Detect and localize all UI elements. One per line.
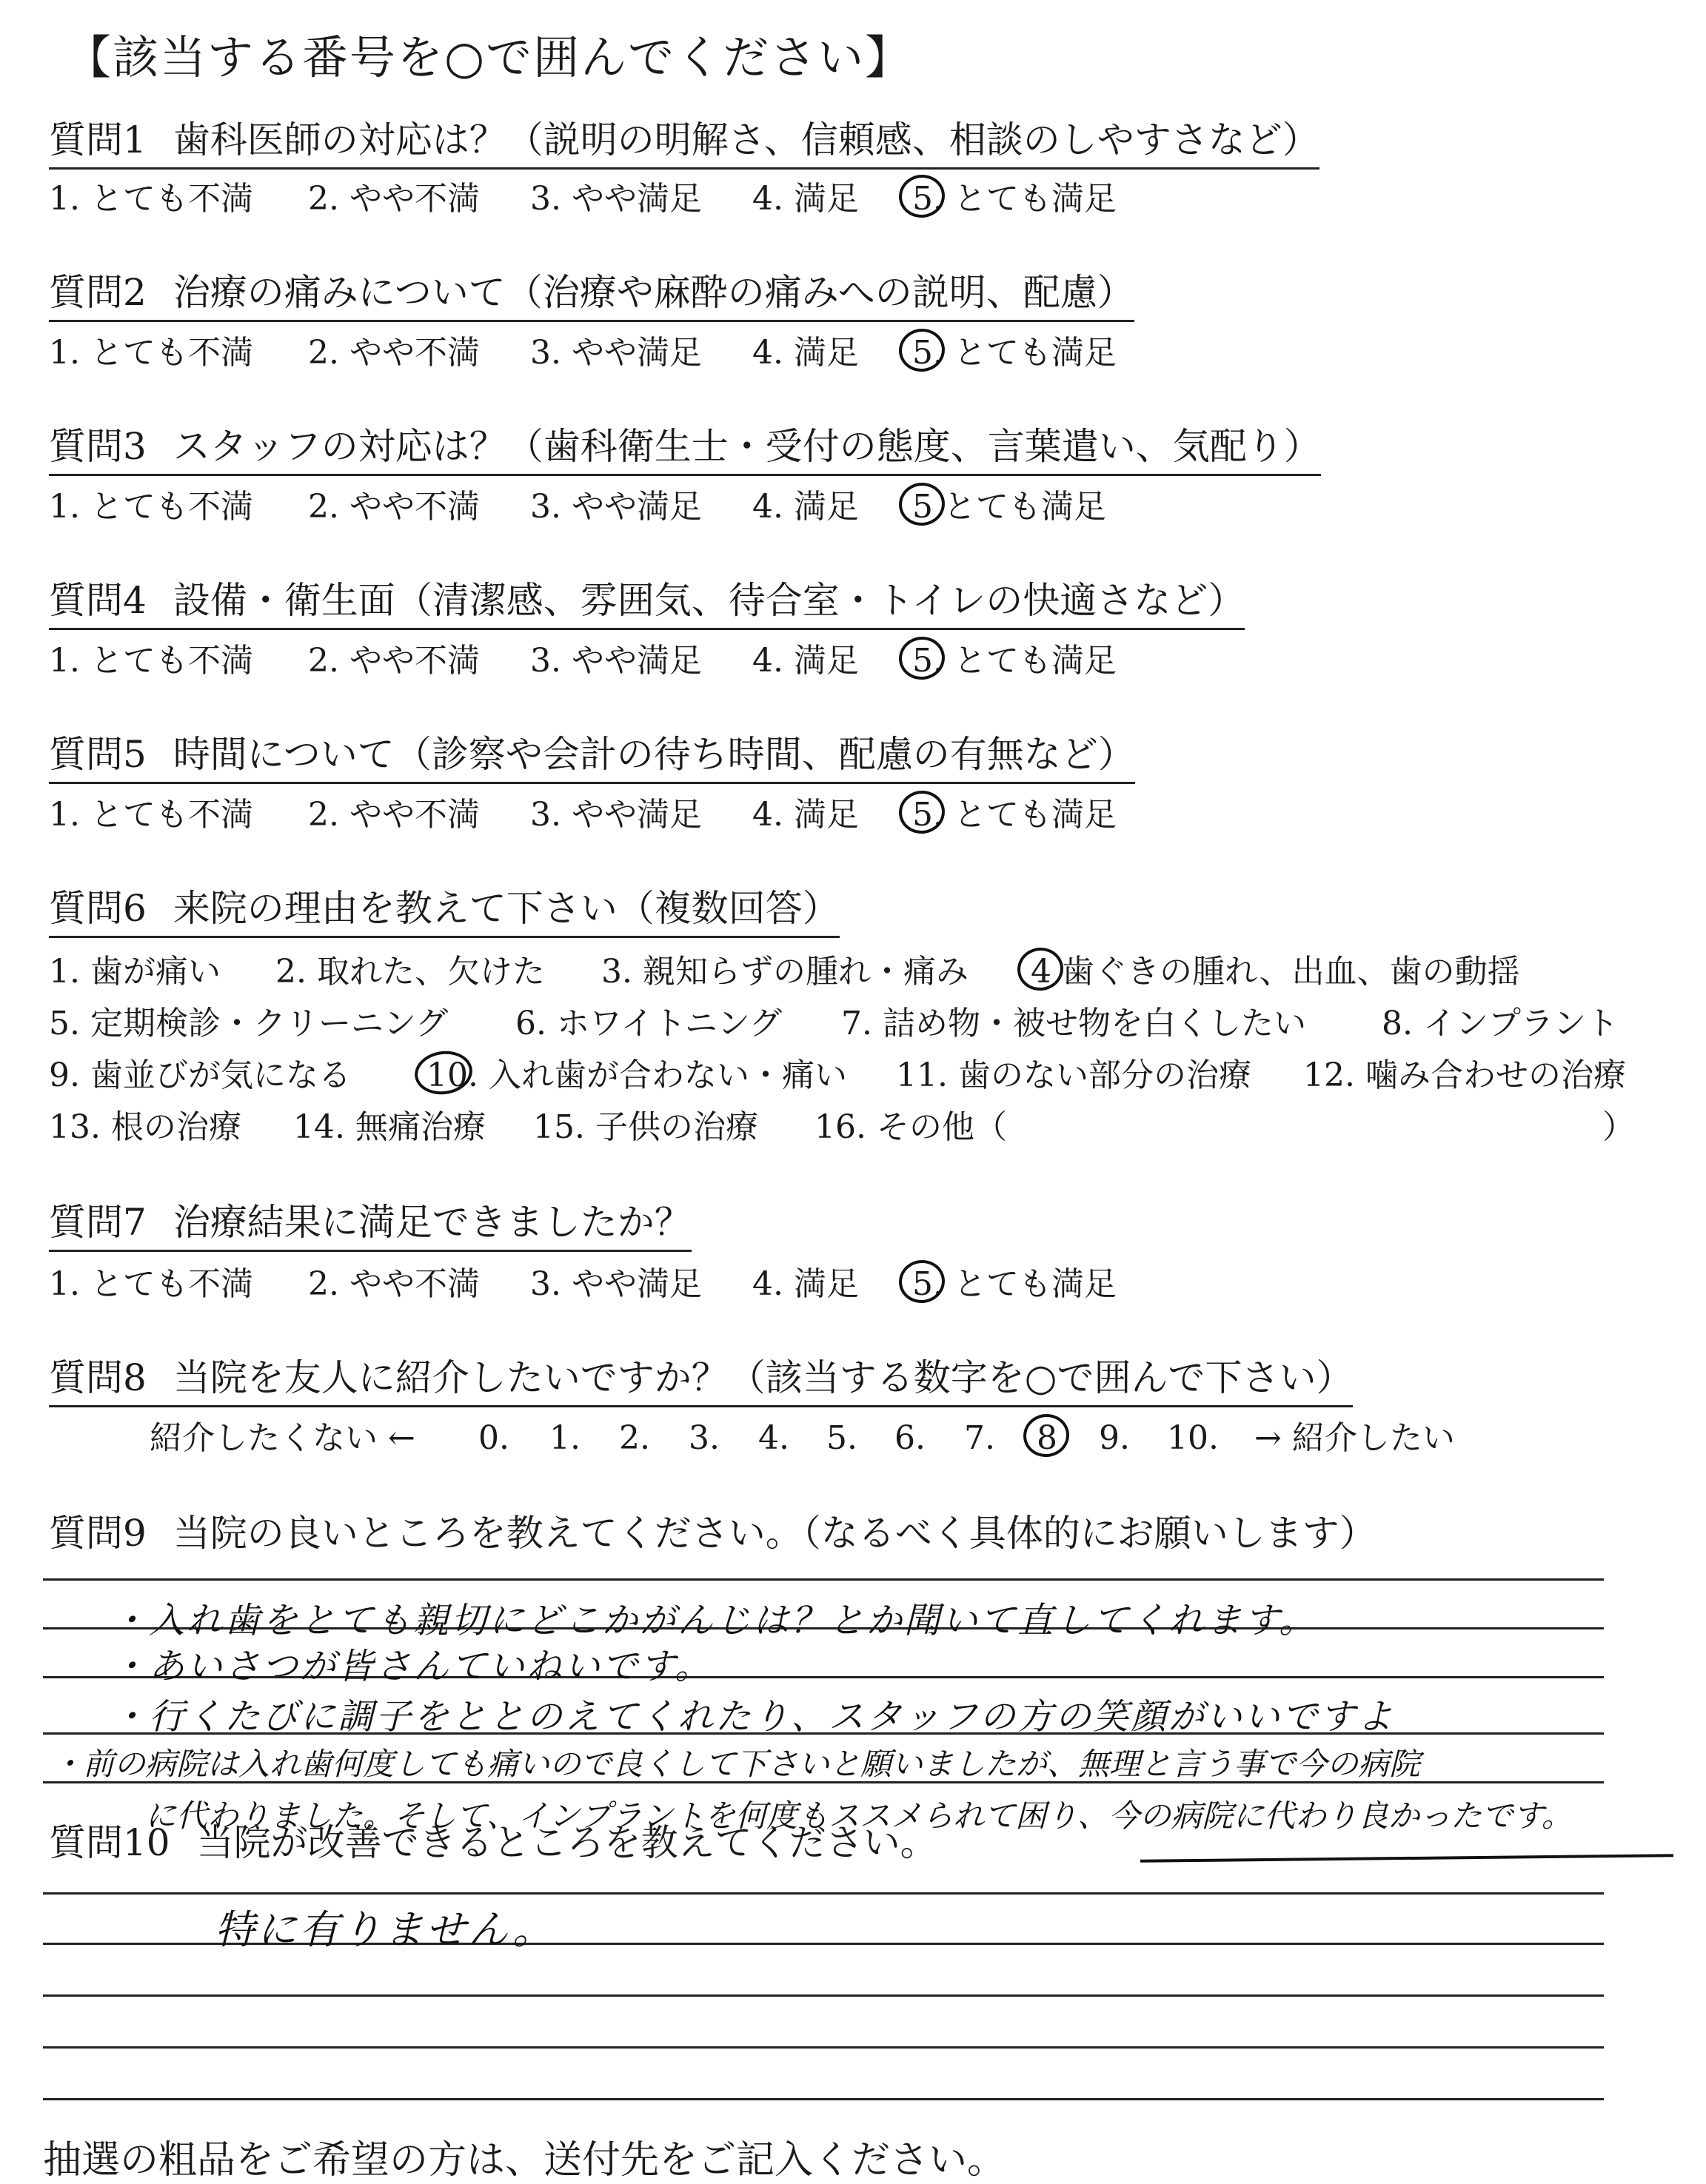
- q5-option-5-label: とても満足: [953, 796, 1117, 834]
- answer-line: [43, 2046, 1604, 2049]
- q4-selected-circle: 5.: [912, 640, 943, 683]
- q8-score-9[interactable]: 9.: [1099, 1419, 1130, 1457]
- q2-option-1[interactable]: 1. とても不満: [49, 334, 253, 372]
- q8-left-label: 紹介したくない ←: [150, 1419, 415, 1457]
- q7-option-1[interactable]: 1. とても不満: [49, 1265, 253, 1303]
- q6-option-8[interactable]: 8. インプラント: [1382, 1005, 1619, 1042]
- q1-option-5-label: とても満足: [953, 180, 1117, 218]
- question-4-title: [49, 577, 1245, 630]
- q1-option-5[interactable]: [912, 178, 1117, 221]
- q6-option-13[interactable]: 13. 根の治療: [49, 1108, 241, 1146]
- question-3-text: スタッフの対応は？（歯科衛生士・受付の態度、言葉遣い、気配り）: [173, 425, 1321, 468]
- question-2-text: 治療の痛みについて（治療や麻酔の痛みへの説明、配慮）: [173, 271, 1134, 314]
- answer-line: [43, 1892, 1604, 1895]
- q8-score-4[interactable]: 4.: [758, 1419, 789, 1457]
- q2-option-4[interactable]: 4. 満足: [752, 334, 859, 372]
- question-10-text: 当院が改善できるところを教えてください。: [196, 1821, 937, 1864]
- question-10-number: 質問10: [49, 1821, 170, 1864]
- q7-option-3[interactable]: 3. やや満足: [530, 1265, 702, 1303]
- q3-option-2[interactable]: 2. やや不満: [308, 488, 480, 526]
- question-8-title: [49, 1355, 1353, 1407]
- q9-handwritten-answer-2: ・あいさつが皆さんていねいです。: [111, 1646, 713, 1687]
- q8-score-7[interactable]: 7.: [964, 1419, 995, 1457]
- answer-line: [43, 1994, 1604, 1997]
- q2-option-5[interactable]: [912, 332, 1117, 375]
- q8-score-1[interactable]: 1.: [549, 1419, 581, 1457]
- question-7-number: 質問7: [49, 1201, 147, 1244]
- question-4-number: 質問4: [49, 579, 147, 622]
- q8-selected-circle: 8: [1037, 1417, 1057, 1460]
- handwritten-underline: [1140, 1854, 1673, 1863]
- q6-option-7[interactable]: 7. 詰め物・被せ物を白くしたい: [841, 1005, 1306, 1042]
- question-9-title: [49, 1510, 1376, 1561]
- q1-option-4[interactable]: 4. 満足: [752, 180, 859, 218]
- question-1-title: [49, 117, 1319, 170]
- question-6-text: 来院の理由を教えて下さい（複数回答）: [173, 887, 840, 930]
- question-2-title: [49, 269, 1134, 322]
- q6-option-14[interactable]: 14. 無痛治療: [293, 1108, 486, 1146]
- q6-option-11[interactable]: 11. 歯のない部分の治療: [896, 1056, 1251, 1094]
- question-5-title: [49, 731, 1135, 784]
- q6-option-15[interactable]: 15. 子供の治療: [533, 1108, 758, 1146]
- question-6-title: [49, 885, 840, 938]
- q3-option-1[interactable]: 1. とても不満: [49, 488, 253, 526]
- q2-option-3[interactable]: 3. やや満足: [530, 334, 702, 372]
- q1-option-2[interactable]: 2. やや不満: [308, 180, 480, 218]
- prize-instruction-footer: 抽選の粗品をご希望の方は、送付先をご記入ください。: [43, 2138, 1006, 2183]
- q8-score-2[interactable]: 2.: [619, 1419, 650, 1457]
- q2-option-2[interactable]: 2. やや不満: [308, 334, 480, 372]
- question-9-text: 当院の良いところを教えてください。（なるべく具体的にお願いします）: [173, 1512, 1376, 1555]
- q1-option-3[interactable]: 3. やや満足: [530, 180, 702, 218]
- q10-handwritten-answer: 特に有りません。: [215, 1906, 555, 1953]
- answer-line: [43, 2098, 1604, 2100]
- q1-selected-circle: 5.: [912, 178, 943, 221]
- question-7-title: [49, 1199, 692, 1252]
- q4-option-4[interactable]: 4. 満足: [752, 642, 859, 680]
- q6-option-4[interactable]: [1031, 951, 1520, 994]
- q6-option-4-label: 歯ぐきの腫れ、出血、歯の動揺: [1062, 953, 1520, 991]
- q6-option-5[interactable]: 5. 定期検診・クリーニング: [49, 1005, 449, 1042]
- question-6-row-4: [49, 1106, 1635, 1149]
- q1-option-1[interactable]: 1. とても不満: [49, 180, 253, 218]
- q6-option-4-circle: 4: [1031, 951, 1051, 994]
- question-3-title: [49, 423, 1321, 476]
- question-7-text: 治療結果に満足できましたか？: [173, 1201, 692, 1244]
- q9-handwritten-answer-4: ・前の病院は入れ歯何度しても痛いので良くして下さいと願いましたが、無理と言う事で今の病院: [52, 1746, 1421, 1782]
- q4-option-1[interactable]: 1. とても不満: [49, 642, 253, 680]
- question-5-number: 質問5: [49, 733, 147, 776]
- question-10-title: [49, 1820, 937, 1870]
- q7-selected-circle: 5.: [912, 1263, 943, 1306]
- question-2-number: 質問2: [49, 271, 147, 314]
- q4-option-2[interactable]: 2. やや不満: [308, 642, 480, 680]
- question-4-text: 設備・衛生面（清潔感、雰囲気、待合室・トイレの快適さなど）: [173, 579, 1245, 622]
- q5-selected-circle: 5.: [912, 794, 943, 837]
- question-8-text: 当院を友人に紹介したいですか？（該当する数字を○で囲んで下さい）: [173, 1356, 1354, 1399]
- q3-option-5-label: とても満足: [943, 488, 1106, 526]
- q2-option-5-label: とても満足: [953, 334, 1117, 372]
- q5-option-3[interactable]: 3. やや満足: [530, 796, 702, 834]
- q6-option-1[interactable]: 1. 歯が痛い: [49, 953, 221, 991]
- q4-option-5[interactable]: [912, 640, 1117, 683]
- question-8-number: 質問8: [49, 1356, 147, 1399]
- q6-option-3[interactable]: 3. 親知らずの腫れ・痛み: [601, 953, 969, 991]
- q5-option-1[interactable]: 1. とても不満: [49, 796, 253, 834]
- q4-option-5-label: とても満足: [953, 642, 1117, 680]
- q4-option-3[interactable]: 3. やや満足: [530, 642, 702, 680]
- q7-option-5-label: とても満足: [953, 1265, 1117, 1303]
- question-6-number: 質問6: [49, 887, 147, 930]
- question-9-number: 質問9: [49, 1512, 147, 1555]
- q5-option-2[interactable]: 2. やや不満: [308, 796, 480, 834]
- q6-option-10[interactable]: [426, 1054, 847, 1097]
- q6-option-2[interactable]: 2. 取れた、欠けた: [275, 953, 545, 991]
- q7-option-4[interactable]: 4. 満足: [752, 1265, 859, 1303]
- q6-option-10-label: 入れ歯が合わない・痛い: [488, 1056, 847, 1094]
- q6-option-9[interactable]: 9. 歯並びが気になる: [49, 1056, 351, 1094]
- q9-handwritten-answer-3: ・行くたびに調子をととのえてくれたり、スタッフの方の笑顔がいいですよ: [111, 1696, 1396, 1738]
- question-5-text: 時間について（診察や会計の待ち時間、配慮の有無など）: [173, 733, 1135, 776]
- q8-score-0[interactable]: 0.: [478, 1419, 509, 1457]
- q5-option-4[interactable]: 4. 満足: [752, 796, 859, 834]
- q7-option-2[interactable]: 2. やや不満: [308, 1265, 480, 1303]
- q6-option-10-circle: 10.: [426, 1054, 478, 1097]
- q8-score-6[interactable]: 6.: [894, 1419, 926, 1457]
- q8-score-5[interactable]: 5.: [826, 1419, 857, 1457]
- answer-line: [43, 1578, 1604, 1581]
- question-1-text: 歯科医師の対応は？（説明の明解さ、信頼感、相談のしやすさなど）: [173, 118, 1319, 161]
- q8-score-3[interactable]: 3.: [689, 1419, 720, 1457]
- q3-selected-circle: 5: [912, 486, 933, 529]
- q8-score-10[interactable]: 10.: [1167, 1419, 1219, 1457]
- q3-option-5[interactable]: [912, 486, 1106, 529]
- q6-option-12[interactable]: 12. 噛み合わせの治療: [1303, 1056, 1626, 1094]
- q6-option-16[interactable]: 16. その他（: [814, 1108, 1007, 1146]
- q9-handwritten-answer-1: ・入れ歯をとても親切にどこかがんじは？とか聞いて直してくれます。: [111, 1600, 1317, 1641]
- q8-right-label: → 紹介したい: [1254, 1419, 1455, 1457]
- q6-other-close-paren: ）: [1602, 1108, 1635, 1146]
- q8-score-8[interactable]: [1037, 1417, 1068, 1460]
- instruction-header: 【該当する番号を○で囲んでください】: [65, 30, 913, 84]
- q7-option-5[interactable]: [912, 1263, 1117, 1306]
- q5-option-5[interactable]: [912, 794, 1117, 837]
- question-1-number: 質問1: [49, 118, 147, 161]
- q3-option-3[interactable]: 3. やや満足: [530, 488, 702, 526]
- question-3-number: 質問3: [49, 425, 147, 468]
- q6-option-6[interactable]: 6. ホワイトニング: [515, 1005, 783, 1042]
- q9-handwritten-answer-5: に代わりました。そして、インプラントを何度もススメられて困り、今の病院に代わり良かったです。: [145, 1798, 1573, 1834]
- q3-option-4[interactable]: 4. 満足: [752, 488, 859, 526]
- q2-selected-circle: 5.: [912, 332, 943, 375]
